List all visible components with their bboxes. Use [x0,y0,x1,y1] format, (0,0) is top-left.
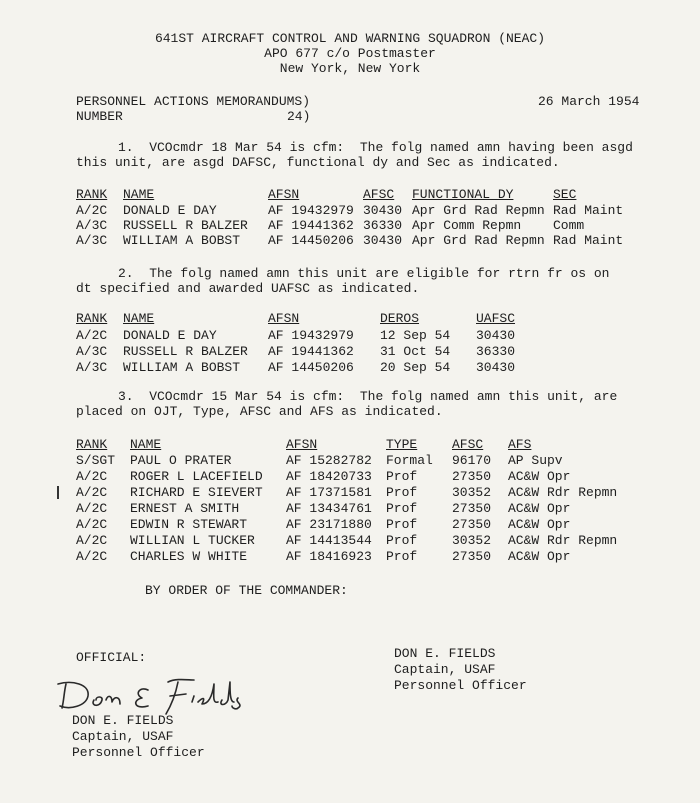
s3-row-name: PAUL O PRATER [130,453,232,468]
s3-row-type: Prof [386,485,418,500]
section3-paragraph-line2: placed on OJT, Type, AFSC and AFS as indicated. [76,404,443,419]
s3-row-afs: AC&W Opr [508,469,571,484]
s3-row-name: ERNEST A SMITH [130,501,240,516]
s3-row-rank: A/2C [76,533,108,548]
s1-row-functional-dy: Apr Grd Rad Repmn [412,233,545,248]
s1-row-afsn: AF 19432979 [268,203,354,218]
s3-row-afsc: 27350 [452,469,492,484]
s1-header-sec: SEC [553,187,577,202]
s3-row-type: Prof [386,533,418,548]
s2-row-rank: A/2C [76,328,108,343]
section3-paragraph-line1: 3. VCOcmdr 15 Mar 54 is cfm: The folg named amn this unit, are [118,389,618,404]
s1-row-rank: A/2C [76,203,108,218]
s3-row-name: WILLIAN L TUCKER [130,533,255,548]
s3-header-name: NAME [130,437,162,452]
s2-row-uafsc: 30430 [476,360,516,375]
s3-row-name: ROGER L LACEFIELD [130,469,263,484]
s3-row-name: CHARLES W WHITE [130,549,248,564]
s3-row-afs: AP Supv [508,453,563,468]
handwritten-signature [52,672,252,716]
s1-header-rank: RANK [76,187,108,202]
s3-row-type: Formal [386,453,433,468]
s3-row-afsc: 27350 [452,549,492,564]
s1-row-afsn: AF 14450206 [268,233,354,248]
official-label: OFFICIAL: [76,650,147,665]
s3-row-rank: A/2C [76,469,108,484]
s2-row-name: WILLIAM A BOBST [123,360,241,375]
s3-row-afs: AC&W Opr [508,517,571,532]
s3-header-type: TYPE [386,437,418,452]
s1-row-functional-dy: Apr Comm Repmn [412,218,522,233]
s1-header-afsn: AFSN [268,187,300,202]
s1-row-name: DONALD E DAY [123,203,217,218]
section1-paragraph-line2: this unit, are asgd DAFSC, functional dy and Sec as indicated. [76,155,560,170]
s1-row-afsc: 30430 [363,233,403,248]
s2-header-deros: DEROS [380,311,420,326]
s1-header-functional-dy: FUNCTIONAL DY [412,187,514,202]
s2-header-name: NAME [123,311,155,326]
s2-row-deros: 31 Oct 54 [380,344,451,359]
s3-row-afs: AC&W Opr [508,501,571,516]
s3-row-afsn: AF 18420733 [286,469,372,484]
memo-date: 26 March 1954 [538,94,640,109]
order-line: BY ORDER OF THE COMMANDER: [145,583,348,598]
s3-header-afsc: AFSC [452,437,484,452]
s3-row-afs: AC&W Rdr Repmn [508,485,618,500]
s1-row-rank: A/3C [76,233,108,248]
s1-row-afsc: 30430 [363,203,403,218]
s1-header-name: NAME [123,187,155,202]
s3-row-afsc: 96170 [452,453,492,468]
memo-number-label: NUMBER [76,109,123,124]
s3-row-afs: AC&W Opr [508,549,571,564]
s1-row-sec: Rad Maint [553,203,624,218]
letterhead-city: New York, New York [279,61,421,76]
s3-row-afsc: 27350 [452,517,492,532]
s1-row-name: RUSSELL R BALZER [123,218,248,233]
margin-tick-mark [57,486,59,499]
s2-row-name: RUSSELL R BALZER [123,344,248,359]
letterhead-unit: 641ST AIRCRAFT CONTROL AND WARNING SQUADRON (NEAC) [154,31,546,46]
signatory-title: Personnel Officer [394,678,527,693]
s2-row-name: DONALD E DAY [123,328,217,343]
memo-number: 24) [287,109,311,124]
s2-row-rank: A/3C [76,344,108,359]
memo-title: PERSONNEL ACTIONS MEMORANDUMS) [76,94,311,109]
s1-row-sec: Comm [553,218,585,233]
s3-row-rank: A/2C [76,501,108,516]
s3-row-afsn: AF 15282782 [286,453,372,468]
s3-row-afsc: 30352 [452,533,492,548]
s2-row-afsn: AF 19432979 [268,328,354,343]
s3-row-type: Prof [386,517,418,532]
s3-row-rank: A/2C [76,485,108,500]
s1-row-sec: Rad Maint [553,233,624,248]
s1-row-afsc: 36330 [363,218,403,233]
official-title: Personnel Officer [72,745,205,760]
s3-row-afsc: 30352 [452,485,492,500]
s2-header-afsn: AFSN [268,311,300,326]
s3-row-name: EDWIN R STEWART [130,517,248,532]
s3-row-afsn: AF 17371581 [286,485,372,500]
s2-row-deros: 12 Sep 54 [380,328,451,343]
s3-row-name: RICHARD E SIEVERT [130,485,263,500]
s1-row-name: WILLIAM A BOBST [123,233,241,248]
s2-row-afsn: AF 14450206 [268,360,354,375]
s3-row-afsn: AF 14413544 [286,533,372,548]
s1-row-afsn: AF 19441362 [268,218,354,233]
signatory-rank: Captain, USAF [394,662,496,677]
s3-row-type: Prof [386,549,418,564]
s2-row-deros: 20 Sep 54 [380,360,451,375]
s2-row-rank: A/3C [76,360,108,375]
s3-header-rank: RANK [76,437,108,452]
s3-row-afsn: AF 18416923 [286,549,372,564]
s3-row-type: Prof [386,469,418,484]
s1-header-afsc: AFSC [363,187,395,202]
s3-row-afsc: 27350 [452,501,492,516]
official-name: DON E. FIELDS [72,713,174,728]
s2-row-uafsc: 36330 [476,344,516,359]
s3-row-afsn: AF 13434761 [286,501,372,516]
s3-row-afsn: AF 23171880 [286,517,372,532]
s3-row-rank: S/SGT [76,453,116,468]
s2-header-uafsc: UAFSC [476,311,516,326]
s3-row-type: Prof [386,501,418,516]
s2-row-uafsc: 30430 [476,328,516,343]
letterhead-apo: APO 677 c/o Postmaster [264,46,436,61]
s3-row-afs: AC&W Rdr Repmn [508,533,618,548]
s3-header-afsn: AFSN [286,437,318,452]
s1-row-functional-dy: Apr Grd Rad Repmn [412,203,545,218]
official-rank: Captain, USAF [72,729,174,744]
s2-row-afsn: AF 19441362 [268,344,354,359]
signatory-name: DON E. FIELDS [394,646,496,661]
s2-header-rank: RANK [76,311,108,326]
s3-header-afs: AFS [508,437,532,452]
s1-row-rank: A/3C [76,218,108,233]
section2-paragraph-line2: dt specified and awarded UAFSC as indicated. [76,281,420,296]
s3-row-rank: A/2C [76,517,108,532]
section1-paragraph-line1: 1. VCOcmdr 18 Mar 54 is cfm: The folg named amn having been asgd [118,140,633,155]
section2-paragraph-line1: 2. The folg named amn this unit are eligible for rtrn fr os on [118,266,610,281]
s3-row-rank: A/2C [76,549,108,564]
